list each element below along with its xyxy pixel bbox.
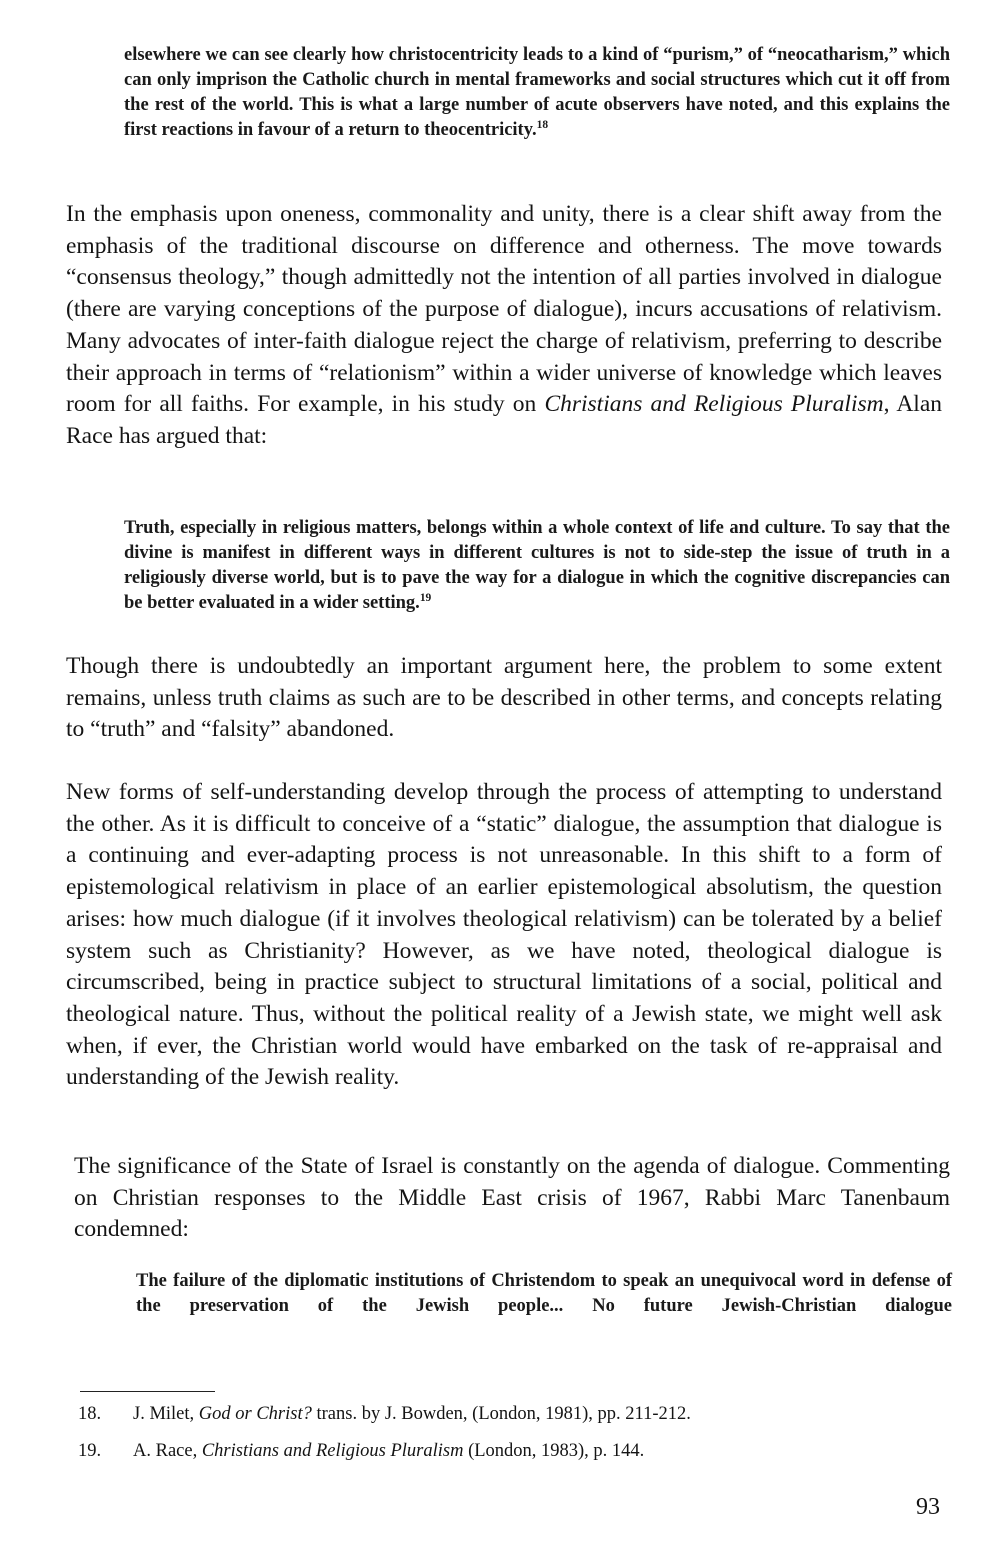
block-quote-tanenbaum xyxy=(136,1269,952,1319)
paragraph-text: In the emphasis upon oneness, commonality and unity, there is a clear shift away from the emphasis of the traditional discourse on difference and otherness. The move towards “consensus theology,” though admittedly not the intention of all parties involved in dialogue (there are varying conceptions of the purpose of dialogue), incurs accusations of relativism. Many advocates of inter-faith dialogue reject the charge of relativism, preferring to describe their approach in terms of “relationism” within a wider universe of knowledge which leaves room for all faiths. For example, in his study on xyxy=(66,201,942,418)
footnote-19 xyxy=(78,1440,644,1462)
footnote-divider xyxy=(80,1391,215,1392)
page-number: 93 xyxy=(916,1494,940,1520)
footnote-text-end: trans. by J. Bowden, (London, 1981), pp. 211-212. xyxy=(311,1404,691,1424)
footnote-title: Christians and Religious Pluralism xyxy=(201,1441,464,1461)
paragraph-text: New forms of self-understanding develop through the process of attempting to understand the other. As it is difficult to conceive of a “static” dialogue, the assumption that dialogue is a continuing and ever-adapting process is not unreasonable. In this shift to a form of epistemological relativism in place of an earlier epistemological absolutism, the question arises: how much dialogue (if it involves theological relativism) can be tolerated by a belief system such as Christianity? However, as we have noted, theological dialogue is circumscribed, being in practice subject to structural limitations of a social, political and theological nature. Thus, without the political reality of a Jewish state, we might well ask when, if ever, the Christian world would have embarked on the task of re-appraisal and understanding of the Jewish reality. xyxy=(66,779,942,1091)
paragraph-truth-claims xyxy=(66,651,942,746)
footnote-ref-18: 18 xyxy=(536,118,549,131)
footnote-number: 19. xyxy=(78,1441,102,1461)
paragraph-self-understanding xyxy=(66,777,942,1094)
quote-text: The failure of the diplomatic institutions of Christendom to speak an unequivocal word in defense of the preservation of the Jewish people... No future Jewish-Christian dialogue xyxy=(136,1271,952,1316)
footnote-ref-19: 19 xyxy=(419,591,432,604)
block-quote-race xyxy=(124,516,950,616)
block-quote-milet xyxy=(124,43,950,143)
book-title: Christians and Religious Pluralism xyxy=(544,391,884,418)
paragraph-consensus-theology xyxy=(66,199,942,453)
quote-text: elsewhere we can see clearly how christocentricity leads to a kind of “purism,” of “neocatharism,” which can only imprison the Catholic church in mental frameworks and social structures which cut it off from the rest of the world. This is what a large number of acute observers have noted, and this explains the first reactions in favour of a return to theocentricity. xyxy=(124,45,950,140)
footnote-title: God or Christ? xyxy=(198,1404,312,1424)
footnote-text-end: (London, 1983), p. 144. xyxy=(463,1441,645,1461)
footnote-number: 18. xyxy=(78,1404,102,1424)
footnote-18 xyxy=(78,1403,691,1425)
footnote-text: J. Milet, xyxy=(133,1404,199,1424)
quote-text: Truth, especially in religious matters, belongs within a whole context of life and culture. To say that the divine is manifest in different ways in different cultures is not to side-step the issue of truth in a religiously diverse world, but is to pave the way for a dialogue in which the cognitive discrepancies can be better evaluated in a wider setting. xyxy=(124,518,950,613)
paragraph-text: Though there is undoubtedly an important argument here, the problem to some extent remains, unless truth claims as such are to be described in other terms, and concepts relating to “truth” and “falsity” abandoned. xyxy=(66,653,942,743)
paragraph-state-of-israel xyxy=(74,1151,950,1246)
footnote-text: A. Race, xyxy=(133,1441,202,1461)
paragraph-text: The significance of the State of Israel is constantly on the agenda of dialogue. Commenting on Christian responses to the Middle East crisis of 1967, Rabbi Marc Tanenbaum condemned: xyxy=(74,1153,950,1243)
paragraph-text-end: , Alan Race has argued that: xyxy=(66,391,943,449)
